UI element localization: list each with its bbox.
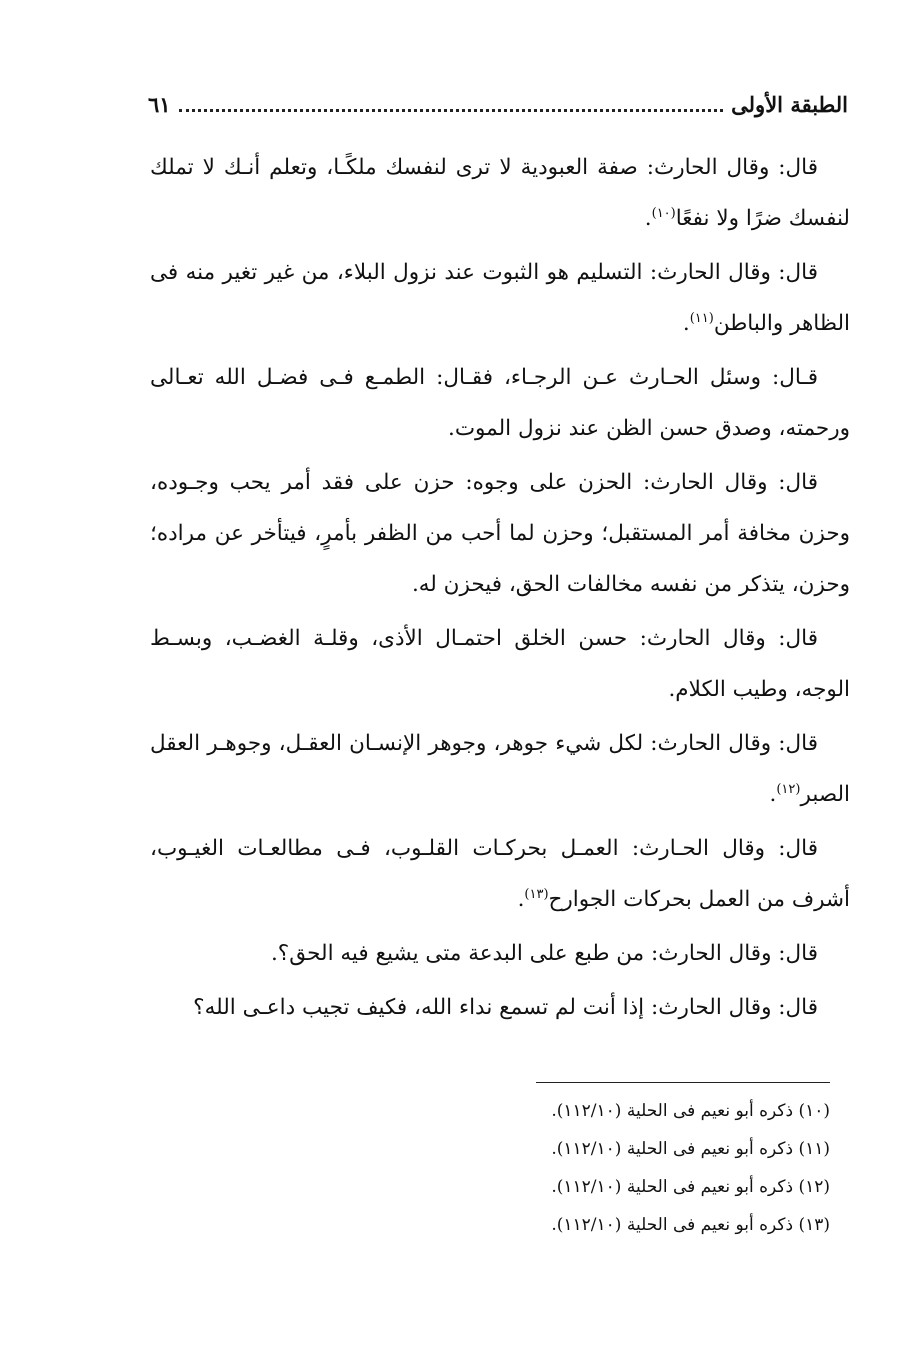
page-number: ٦١ xyxy=(148,92,171,117)
paragraph-text: قال: وقال الحـارث: العمـل بحركـات القلـوب، فـى مطالعـات الغيـوب، أشرف من العمل بحركات الجوارح xyxy=(150,836,850,912)
footnote-11: (١١) ذكره أبو نعيم فى الحلية (١١٢/١٠). xyxy=(551,1139,830,1159)
footnote-ref[interactable]: (١٠) xyxy=(651,205,676,221)
paragraph-6: قال: وقال الحارث: لكل شيء جوهر، وجوهر الإنسـان العقـل، وجوهـر العقل الصبر$^{(١٢)}$. xyxy=(150,731,850,807)
paragraph-text: قال: وقال الحارث: التسليم هو الثبوت عند نزول البلاء، من غير تغير منه فى الظاهر والباطن xyxy=(150,260,850,336)
paragraph-2: قال: وقال الحارث: التسليم هو الثبوت عند نزول البلاء، من غير تغير منه فى الظاهر والباطن$^{(١١)}$. xyxy=(150,260,850,336)
footnote-ref[interactable]: (١١) xyxy=(689,310,714,326)
paragraph-7: قال: وقال الحـارث: العمـل بحركـات القلـوب، فـى مطالعـات الغيـوب، أشرف من العمل بحركات الجوارح$^{(١٣)}$. xyxy=(150,836,850,912)
paragraph-5 xyxy=(150,613,850,715)
footnote-ref[interactable]: (١٣) xyxy=(524,886,549,902)
running-header xyxy=(148,92,848,126)
paragraph-text: قال: وقال الحارث: الحزن على وجوه: حزن على فقد أمر يحب وجـوده، وحزن مخافة أمر المستقبل؛ وحزن لما أحب من الظفر بأمرٍ، فيتأخر عن مراده؛ وحزن، يتذكر من نفسه مخالفات الحق، فيحزن له. xyxy=(150,470,850,597)
dot-leader xyxy=(179,95,724,112)
footnote-13: (١٣) ذكره أبو نعيم فى الحلية (١١٢/١٠). xyxy=(551,1215,830,1235)
paragraph-4 xyxy=(150,457,850,610)
paragraph-text: قال: وقال الحارث: إذا أنت لم تسمع نداء الله، فكيف تجيب داعـى الله؟ xyxy=(193,995,818,1020)
paragraph-1: قال: وقال الحارث: صفة العبودية لا ترى لنفسك ملكًـا، وتعلم أنـك لا تملك لنفسك ضرًا ولا نفعًا$^{(١٠)}$. xyxy=(150,155,850,231)
footnote-ref[interactable]: (١٢) xyxy=(776,781,801,797)
paragraph-text: قال: وقال الحارث: حسن الخلق احتمـال الأذى، وقلـة الغضـب، وبسـط الوجه، وطيب الكلام. xyxy=(150,626,850,702)
main-text xyxy=(150,142,850,1036)
footnote-10: (١٠) ذكره أبو نعيم فى الحلية (١١٢/١٠). xyxy=(551,1101,830,1121)
paragraph-text: قال: وقال الحارث: صفة العبودية لا ترى لنفسك ملكًـا، وتعلم أنـك لا تملك لنفسك ضرًا ولا نفعًا xyxy=(150,155,850,231)
chapter-title: الطبقة الأولى xyxy=(731,92,848,117)
paragraph-8 xyxy=(150,928,850,979)
footnote-divider xyxy=(536,1082,830,1083)
paragraph-3 xyxy=(150,352,850,454)
paragraph-9 xyxy=(150,982,850,1033)
footnote-12: (١٢) ذكره أبو نعيم فى الحلية (١١٢/١٠). xyxy=(551,1177,830,1197)
paragraph-text: قـال: وسئل الحـارث عـن الرجـاء، فقـال: الطمـع فـى فضـل الله تعـالى ورحمته، وصدق حسن الظن عند نزول الموت. xyxy=(150,365,850,441)
footnotes xyxy=(430,1092,830,1244)
paragraph-text: قال: وقال الحارث: لكل شيء جوهر، وجوهر الإنسـان العقـل، وجوهـر العقل الصبر xyxy=(150,731,850,807)
paragraph-text: قال: وقال الحارث: من طبع على البدعة متى يشيع فيه الحق؟. xyxy=(270,941,818,966)
